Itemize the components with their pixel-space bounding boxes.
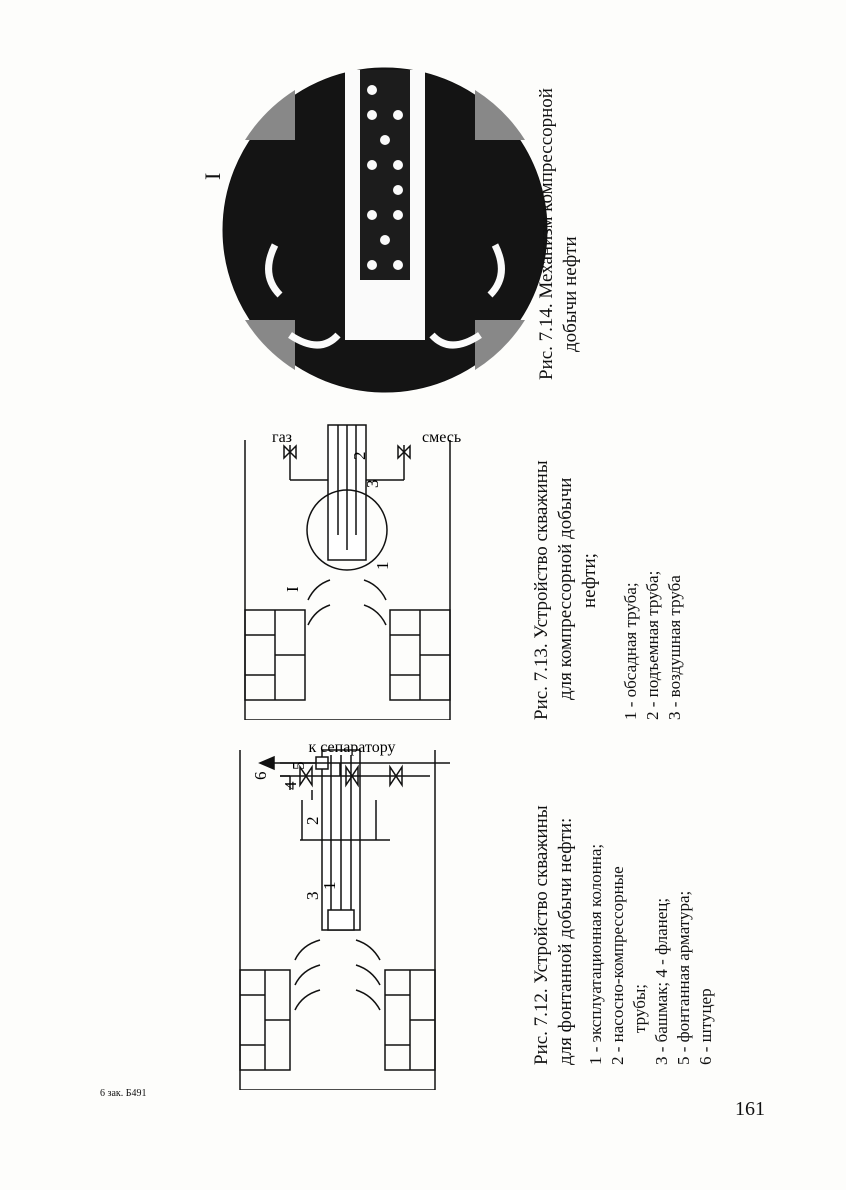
caption-line: для фонтанной добычи нефти: (555, 817, 576, 1065)
caption-line: для компрессорной добычи (555, 477, 576, 700)
label-2: 2 (350, 451, 369, 460)
caption-line: Рис. 7.12. Устройство скважины (531, 805, 552, 1065)
legend-line: 2 - насосно-компрессорные (608, 866, 627, 1065)
fig-7-13-drawing (150, 420, 500, 720)
label-4: 4 (281, 781, 300, 790)
label-mix: смесь (422, 429, 462, 446)
fig-7-12-caption (530, 805, 578, 1065)
legend-line: 1 - эксплуатационная колонна; (586, 843, 605, 1065)
caption-line: нефти; (579, 553, 600, 608)
footer-order-note: 6 зак. Б491 (100, 1088, 147, 1099)
label-1: 1 (320, 881, 339, 890)
legend-line: 3 - башмак; 4 - фланец; (652, 897, 671, 1065)
label-detail-I: I (283, 586, 302, 592)
fig-7-12-legend (585, 844, 717, 1065)
fig-7-12-drawing (90, 730, 510, 1090)
label-5: 5 (289, 761, 308, 770)
label-gas: газ (272, 429, 292, 446)
fig-7-13-caption (530, 460, 602, 720)
caption-line: Рис. 7.14. Механизм компрессорной (536, 88, 557, 380)
caption-line: добычи нефти (560, 236, 581, 352)
fig-7-14-label-I: I (200, 172, 225, 180)
label-3: 3 (303, 891, 322, 900)
page-number: 161 (735, 1098, 765, 1120)
fig-7-14-drawing (220, 65, 550, 395)
label-to-separator: к сепаратору (308, 739, 396, 756)
label-1: 1 (373, 561, 392, 570)
label-2: 2 (303, 816, 322, 825)
legend-line: 5 - фонтанная арматура; (674, 890, 693, 1065)
label-6: 6 (251, 771, 270, 780)
legend-line: 3 - воздушная труба (665, 575, 684, 720)
legend-line: 2 - подъемная труба; (643, 570, 662, 720)
caption-line: Рис. 7.13. Устройство скважины (531, 460, 552, 720)
fig-7-13-legend (620, 571, 686, 720)
fig-7-14-caption (535, 88, 583, 380)
legend-line: 1 - обсадная труба; (621, 582, 640, 720)
legend-line: 6 - штуцер (696, 988, 715, 1065)
label-3: 3 (363, 479, 382, 488)
legend-line: трубы; (630, 984, 649, 1033)
